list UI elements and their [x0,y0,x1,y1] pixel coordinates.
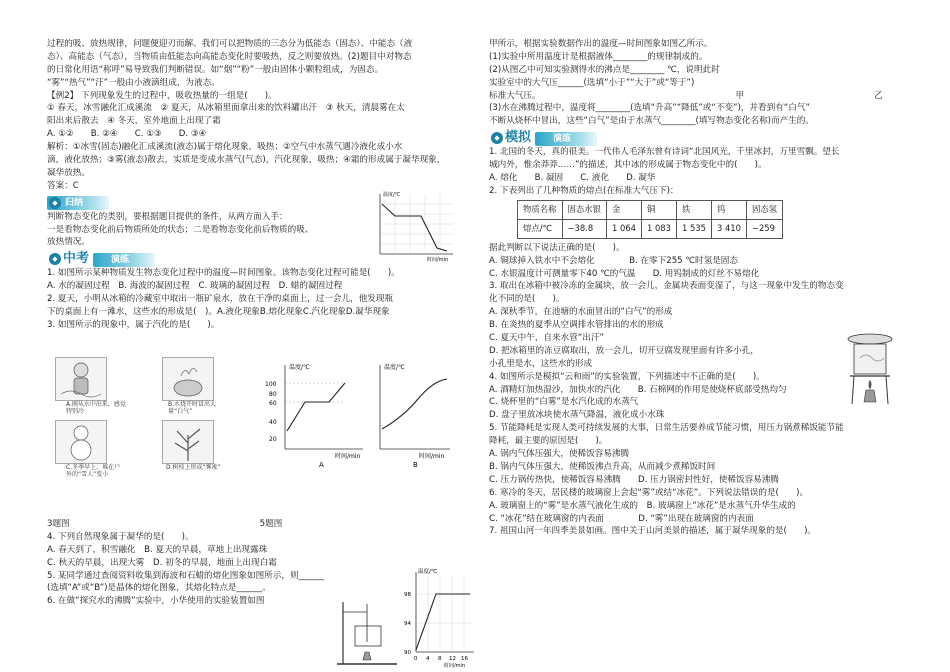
x-tick: 0 [414,656,418,662]
chart-a-name: A [319,461,324,469]
question-r3: 化不同的是( )。 [489,294,565,305]
question-2: 下的桌面上有一滩水，这些水的形成是( )。A.液化现象B.熔化现象C.汽化现象D.凝华现象 [47,307,390,318]
question-r1-options: A. 熔化 B. 凝固 C. 液化 D. 凝华 [489,173,656,184]
table-cell: 1 064 [607,219,642,238]
tick-label: 60 [269,400,277,407]
zhongkao-label: 中考 [63,251,90,267]
boiling-curve [416,594,470,650]
question-5: 5. 某同学通过查阅资料收集到海波和石蜡的熔化图象如图所示，则______ [47,570,325,581]
melting-point-table [517,200,783,239]
q1-chart-svg [365,190,460,262]
question-r5: 5. 节能降耗是实现人类可持续发展的大事，日常生活要养成节能习惯，用压力锅煮稀饭能节能 [489,423,844,434]
yi-label: 乙 [874,90,883,101]
question-r2-options: C. 水银温度计可测量零下40 ℃的气温 D. 用钨制成的灯丝不易熔化 [489,268,760,279]
question-4: 4. 下列自然现象属于凝华的是( )。 [47,531,194,542]
right-column [489,38,909,538]
table-row [518,219,783,238]
tick-label: 100 [265,381,277,388]
figure-labels [47,518,472,531]
text-line: (2)从图乙中可知实验测得水的沸点是________ ℃，说明此时 [489,64,720,75]
caption-a: A.刚从水中出来，感觉特别冷 [66,401,126,416]
text-span: 标准大气压。 [489,90,541,101]
chart-a-guides [285,383,345,402]
table-cell: 钨 [711,200,746,219]
question-1-options: A. 水的凝固过程 B. 海波的凝固过程 C. 玻璃的凝固过程 D. 蜡的凝固过程 [47,281,343,292]
question-r1: 1. 北国的冬天，真的很美。一代伟人毛泽东曾有诗词“北国风光，千里冰封，万里雪飘。望长 [489,147,840,158]
moni-label: 模拟 [505,130,532,146]
table-cell: −259 [746,219,782,238]
y-tick: 94 [404,621,411,627]
y-axis-label: 温度/℃ [418,569,438,575]
question-r3-option: A. 深秋季节，在池塘的水面冒出的“白气”的形成 [489,307,673,318]
rime-tree-illustration [163,421,213,463]
question-r3-option: D. 把冰箱里的冻豆腐取出，放一会儿，切开豆腐发现里面有许多小孔， [489,345,759,356]
q1-chart [365,190,460,262]
question-4-options: A. 春天到了，积雪融化 B. 夏天的早晨，草地上出现露珠 [47,544,268,555]
boiling-apparatus [337,598,399,668]
tick-label: 40 [269,419,277,426]
guina-label: 归纳 [47,196,109,210]
question-r3: 3. 取出在冰箱中被冷冻的金属块，放一会儿，金属块表面变湿了，与这一现象中发生的物态变 [489,281,844,292]
tick-label: 80 [269,391,277,398]
question-r6-option: C. “冰花”结在玻璃窗的内表面 D. “雾”出现在玻璃窗的内表面 [489,513,754,524]
question-1: 1. 如图所示某种物质发生物态变化过程中的温度—时间图象。该物态变化过程可能是( )。 [47,268,400,279]
question-4-options: C. 秋天的早晨，出现大雾 D. 初冬的早晨，地面上出现白霜 [47,557,277,568]
cartoon-a [55,357,107,401]
question-6: 6. 在做“探究水的沸腾”实验中，小华使用的实验装置如图 [47,596,265,607]
summary-line: 判断物态变化的类别，要根据题目提供的条件，从两方面入手： [47,211,288,222]
question-r3-option: B. 在炎热的夏季从空调排水管排出的水的形成 [489,320,664,331]
question-r2-prompt: 据此判断以下说法正确的是( )。 [489,242,625,253]
question-r3-option: 小孔里是水，这些水的形成 [489,358,593,369]
moni-badge [489,131,597,145]
example-item: 阳出来后散去 ④ 冬天，室外地面上出现了霜 [47,116,221,127]
question-2: 2. 夏天，小明从冰箱的冷藏室中取出一瓶矿泉水，放在干净的桌面上，过一会儿，他发现瓶 [47,294,394,305]
guina-badge [47,196,109,210]
question-r2-options: A. 铜球掉入铁水中不会熔化 B. 在零下255 ℃时氢是固态 [489,255,738,266]
question-r2: 2. 下表列出了几种物质的熔点(在标准大气压下)： [489,185,679,196]
jia-label: 甲 [735,90,745,101]
kettle-illustration [163,358,213,400]
text-line: 过程的吸、放热规律，问题便迎刃而解。我们可以把物质的三态分为低能态（固态）、中能态（液 [47,39,413,49]
zhongkao-badge [47,252,155,266]
question-r4: 4. 如图所示是模拟“云和雨”的实验装置，下列描述中不正确的是( )。 [489,371,765,382]
y-tick: 90 [404,650,411,656]
summary-line: 一是看物态变化前后物质所处的状态；二是看物态变化前后物质的吸、 [47,224,314,235]
left-column [47,38,472,332]
cloud-rain-svg [842,330,898,408]
question-r4-option: A. 酒精灯加热湿沙，加快水的汽化 B. 石棉网的作用是使烧杯底部受热均匀 [489,384,787,395]
swimmer-illustration [56,358,106,400]
q6-chart-svg [402,566,476,668]
q6-chart [402,566,476,668]
q5-charts [253,357,453,469]
caption-b: B.水烧开时冒出大量“白气” [168,401,217,416]
x-axis-label: 时间/min [427,257,449,262]
chart-b-name: B [413,461,418,469]
question-r7: 7. 祖国山河一年四季美景如画。图中关于山河美景的描述，属于凝华现象的是( )。 [489,526,817,537]
table-cell: 固态水银 [562,200,607,219]
question-r5-option: A. 锅内气体压强大，使稀饭容易沸腾 [489,449,630,460]
chart-b-y-label: 温度/℃ [384,364,405,371]
analysis-line: 凝华放热。 [47,167,90,178]
chart-b-x-label: 时间/min [419,453,445,460]
x-tick: 4 [426,656,430,662]
text-line: 甲所示，根据实验数据作出的温度—时间图象如图乙所示。 [489,39,713,49]
y-tick: 98 [404,592,411,598]
question-r5-option: B. 锅内气体压强大，使稀饭沸点升高，从而减少煮稀饭时间 [489,461,716,472]
table-cell: 物质名称 [518,200,563,219]
caption-d: D.树枝上形成“雾凇” [166,464,221,471]
x-tick: 12 [449,656,456,662]
chart-a-y-label: 温度/℃ [289,364,310,371]
x-tick: 16 [461,656,468,662]
text-line: (1)实验中所用温度计是根据液体________的规律制成的。 [489,51,708,62]
snowman-illustration [56,421,106,463]
text-line: 实验室中的大气压______(选填“小于”“大于”或“等于”) [489,77,695,88]
analysis-line: 滴，液化放热；③雾(液态)散去，实质是变成水蒸气(气态)，汽化现象，吸热；④霜的形成属于凝华现象， [47,155,446,166]
text-line [489,90,909,103]
caption-c: C.冬季早上，堆在户外的“雪人”变小 [66,464,121,479]
grid [380,194,453,254]
badge-icon: ◆ [49,253,61,265]
example-question: 【例2】 下列现象发生的过程中，吸收热量的一组是( )。 [47,90,277,101]
table-cell: 铜 [641,200,676,219]
table-header-row [518,200,783,219]
question-r1: 城内外，惟余莽莽……”的描述，其中冰的形成属于物态变化中的( )。 [489,160,767,171]
badge-icon: ◆ [49,197,61,209]
tick-label: 20 [269,436,277,443]
summary-line: 放热情况。 [47,237,90,248]
cloud-rain-apparatus [842,330,898,408]
question-r6: 6. 寒冷的冬天，居民楼的玻璃窗上会起“雾”或结“冰花”。下列说法错误的是( )。 [489,487,809,498]
answer-line: 答案：C [47,180,79,191]
x-tick: 8 [438,656,442,662]
table-cell: 3 410 [711,219,746,238]
cartoon-b [162,357,214,401]
question-r4-option: C. 烧杯里的“白雾”是水汽化成的水蒸气 [489,397,639,408]
chart-b-curve [382,379,447,429]
question-r4-option: D. 盘子里放冰块使水蒸气降温，液化成小水珠 [489,410,665,421]
grid [416,576,472,652]
table-cell: 熔点/℃ [518,219,563,238]
analysis-line: 解析：①冰雪(固态)融化汇成溪流(液态)属于熔化现象，吸热；②空气中水蒸气遇冷液化成小水 [47,142,403,153]
x-axis-label: 时间/min [444,663,466,668]
table-cell: −38.8 [562,219,607,238]
text-line: 的日常化用语“称呼”易导致我们判断错误。如“烟”“粉”一般由固体小颗粒组成，为固态。 [47,64,384,75]
fig-3-label: 3题图 [47,519,70,529]
question-5: (选填“A”或“B”)是晶体的熔化图象，其熔化特点是______。 [47,583,271,594]
example-options: A. ①② B. ②④ C. ①③ D. ③④ [47,129,207,140]
apparatus-svg [337,598,399,668]
text-line: 不断从烧杯中冒出，这些“白气”是由于水蒸气________(填写物态变化名称)而产生的。 [489,116,814,127]
question-r6-option: A. 玻璃窗上的“雾”是水蒸气液化生成的 B. 玻璃窗上“冰花”是水蒸气升华生成的 [489,500,796,511]
q5-charts-svg [253,357,453,469]
chart-a-x-label: 时间/min [335,453,361,460]
text-line: (3)水在沸腾过程中，温度将________(选填“升高”“降低”或“不变”)，并看到有“白气” [489,103,810,114]
question-3: 3. 如图所示的现象中，属于汽化的是( )。 [47,319,220,330]
y-axis-label: 温度/℃ [383,192,401,198]
table-cell: 铁 [676,200,711,219]
chart-a-curve [287,383,345,431]
question-r5-option: C. 压力锅传热快，使稀饭容易沸腾 D. 压力锅密封性好，使稀饭容易沸腾 [489,474,779,485]
cartoon-d [162,420,214,464]
table-cell: 1 535 [676,219,711,238]
question-r3-option: C. 夏天中午，自来水管“出汗” [489,333,604,344]
moni-tag: 演练 [535,132,597,146]
text-line: “雾”“热气”“汗”一般由小液滴组成，为液态。 [47,77,220,88]
question-r5: 降耗，最主要的原因是( )。 [489,436,608,447]
table-cell: 金 [607,200,642,219]
example-item: ① 春天，冰雪融化汇成溪流 ② 夏天，从冰箱里面拿出来的饮料罐出汗 ③ 秋天，清晨雾在太 [47,103,405,114]
table-cell: 固态氢 [746,200,782,219]
table-cell: 1 083 [641,219,676,238]
zhongkao-tag: 演练 [93,253,155,267]
fig-5-label: 5题图 [259,519,283,529]
text-line: 态）、高能态（气态），当物质由低能态向高能态变化时要吸热，反之则要放热。(2)题目中对物态 [47,51,412,62]
badge-icon: ◆ [491,132,503,144]
intro-paragraph [47,38,472,90]
cartoon-c [55,420,107,464]
